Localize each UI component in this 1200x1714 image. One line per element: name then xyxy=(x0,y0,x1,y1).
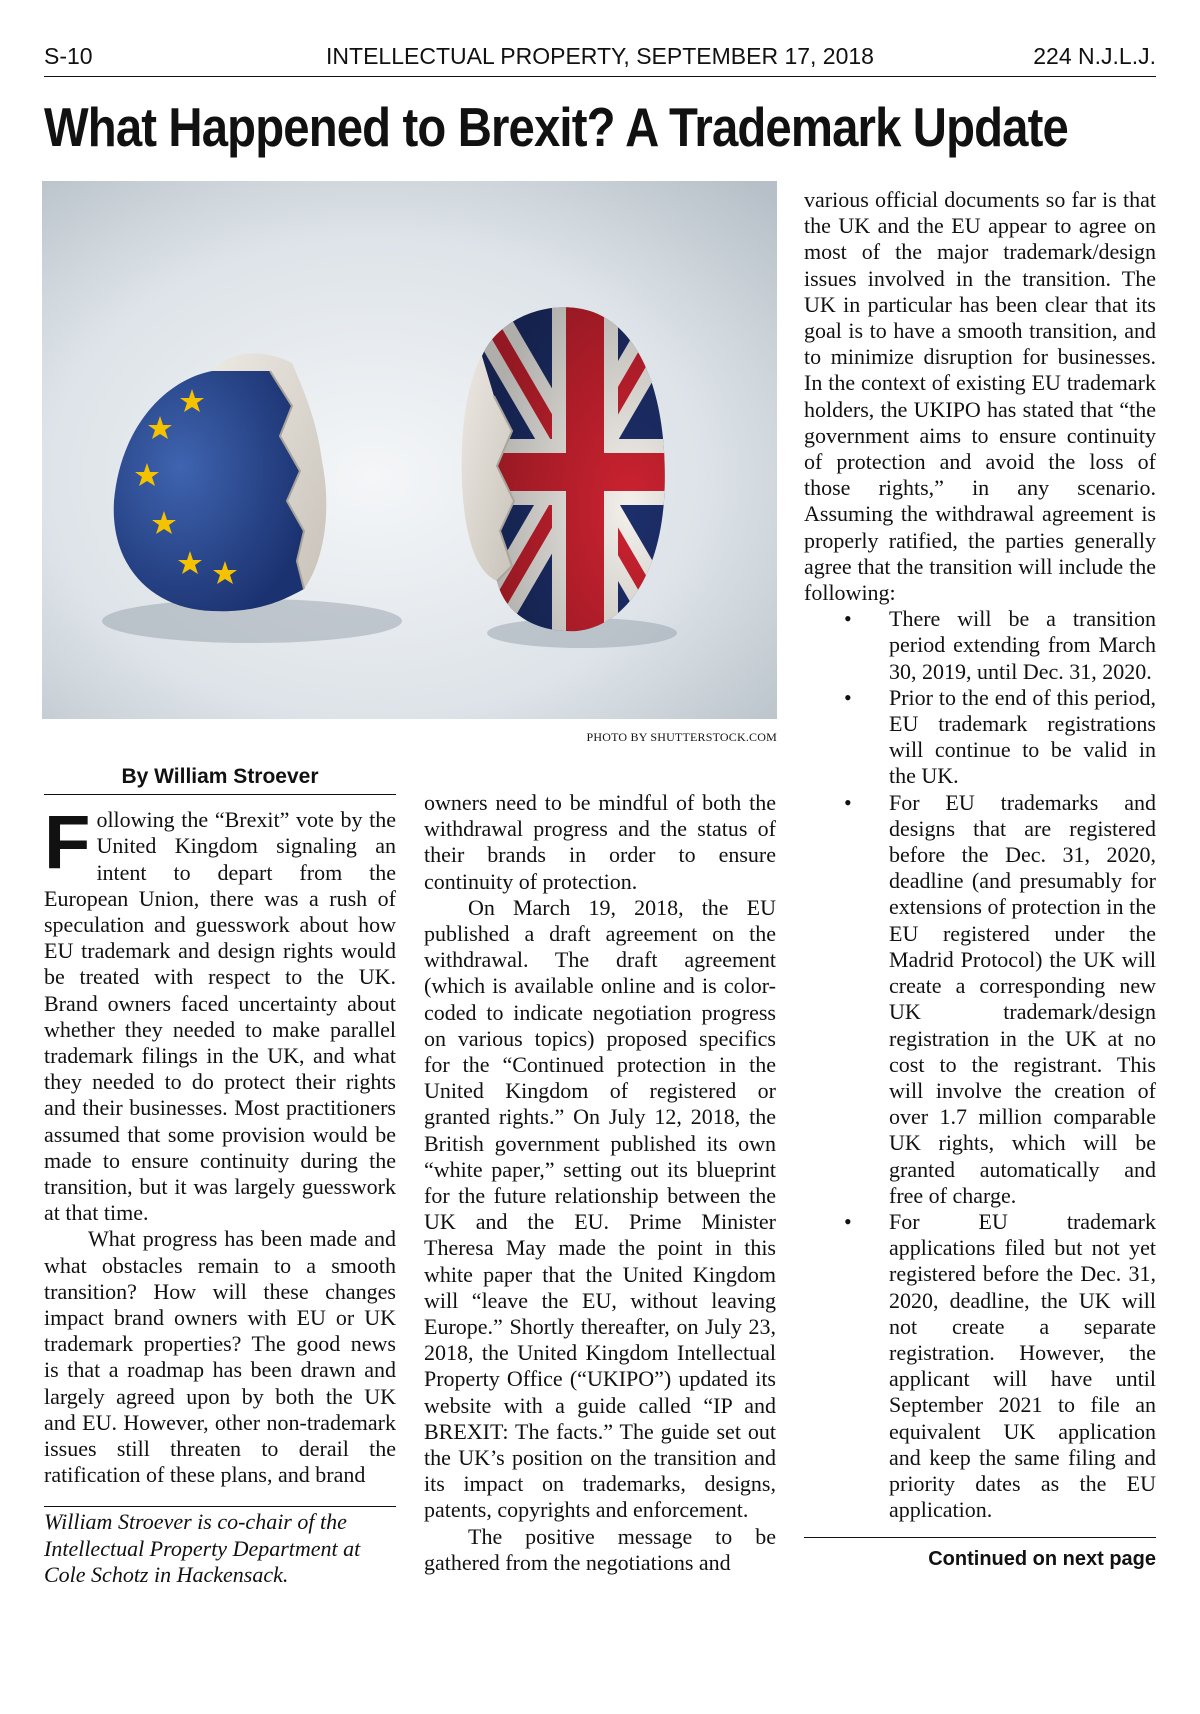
paragraph: What progress has been made and what obstacles remain to a smooth transition? How will these changes impact brand owners with EU or UK trademark properties? The good news is that a roadmap has been drawn and largely agreed upon by both the UK and EU. However, other non-trademark issues still threaten to derail the ratification of these plans, and brand xyxy=(44,1226,396,1488)
publication-volume: 224 N.J.L.J. xyxy=(1033,43,1156,69)
author-bio: William Stroever is co-chair of the Intellectual Property Department at Cole Schotz in Hackensack. xyxy=(44,1506,396,1588)
page-number: S-10 xyxy=(44,43,93,69)
drop-cap: F xyxy=(44,800,91,886)
bullet-icon: • xyxy=(844,789,852,815)
column-3 xyxy=(804,187,1156,1573)
continued-note: Continued on next page xyxy=(804,1537,1156,1572)
paragraph-text: ollowing the “Brexit” vote by the United Kingdom signaling an intent to depart from the European Union, there was a rush of speculation and guesswork about how EU trademark and design rights would be treated with respect to the UK. Brand owners faced uncertainty about whether they needed to make parallel trademark filings in the UK, and what they needed to do protect their rights and their businesses. Most practitioners assumed that some provision would be made to ensure continuity during the transition, but it was largely guesswork at that time. xyxy=(44,807,396,1226)
running-header xyxy=(44,44,1156,77)
article-headline: What Happened to Brexit? A Trademark Update xyxy=(44,96,1068,158)
article-photo xyxy=(42,181,777,719)
bullet-icon: • xyxy=(844,684,852,710)
paragraph: various official documents so far is that the UK and the EU appear to agree on most of the major trademark/design issues involved in the transition. The UK in particular has been clear that its goal is to have a smooth transition, and to minimize disruption for businesses. In the context of existing EU trademark holders, the UKIPO has stated that “the government aims to ensure continuity of protection and avoid the loss of those rights,” in any scenario. Assuming the withdrawal agreement is properly ratified, the parties generally agree that the transition will include the following: xyxy=(804,187,1156,606)
list-item: • For EU trademark applications filed but not yet registered before the Dec. 31, 2020, deadline, the UK will not create a separate registration. However, the applicant will have until September 2021 to file an equivalent UK application and keep the same filing and priority dates as the EU application. xyxy=(844,1208,1156,1523)
list-item: • There will be a transition period extending from March 30, 2019, until Dec. 31, 2020. xyxy=(844,606,1156,684)
section-date: INTELLECTUAL PROPERTY, SEPTEMBER 17, 2018 xyxy=(326,43,874,69)
paragraph xyxy=(44,800,396,1226)
paragraph: The positive message to be gathered from the negotiations and xyxy=(424,1523,776,1575)
column-2 xyxy=(424,790,776,1576)
list-item: • Prior to the end of this period, EU trademark registrations will continue to be valid in the UK. xyxy=(844,684,1156,789)
bullet-icon: • xyxy=(844,1208,852,1234)
list-item: • For EU trademarks and designs that are registered before the Dec. 31, 2020, deadline (and presumably for extensions of protection in the EU registered under the Madrid Protocol) the UK will create a corresponding new UK trademark/design registration in the UK at no cost to the registrant. This will involve the creation of over 1.7 million comparable UK rights, which will be granted automatically and free of charge. xyxy=(844,789,1156,1208)
paragraph: owners need to be mindful of both the withdrawal progress and the status of their brands in order to ensure continuity of protection. xyxy=(424,790,776,894)
broken-egg-illustration xyxy=(42,181,777,719)
bullet-icon: • xyxy=(844,606,852,632)
column-1 xyxy=(44,764,396,1588)
paragraph: On March 19, 2018, the EU published a draft agreement on the withdrawal. The draft agreement (which is available online and is color-coded to indicate negotiation progress on various topics) proposed specifics for the “Continued protection in the United Kingdom of registered or granted rights.” On July 12, 2018, the British government published its own “white paper,” setting out its blueprint for the future relationship between the UK and the EU. Prime Minister Theresa May made the point in this white paper that the United Kingdom will “leave the EU, without leaving Europe.” Shortly thereafter, on July 23, 2018, the United Kingdom Intellectual Property Office (“UKIPO”) updated its website with a guide called “IP and BREXIT: The facts.” The guide set out the UK’s position on the transition and its impact on trademarks, designs, patents, copyrights and enforcement. xyxy=(424,894,776,1523)
photo-credit: PHOTO BY SHUTTERSTOCK.COM xyxy=(586,730,777,744)
byline: By William Stroever xyxy=(44,764,396,795)
bullet-list xyxy=(804,606,1156,1523)
